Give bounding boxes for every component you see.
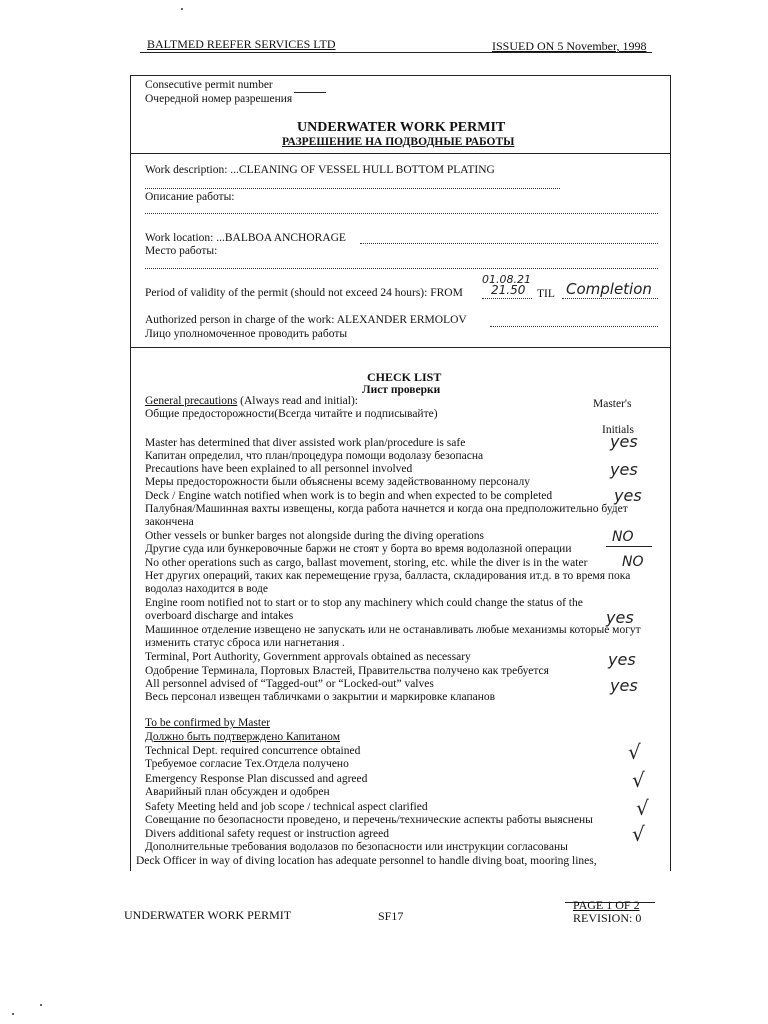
- item-3-ru: Палубная/Машинная вахты извещены, когда работа начнется и когда она предположительно будет: [145, 503, 628, 515]
- work-description-dots-2: [145, 213, 658, 214]
- scan-speck: [40, 1004, 42, 1006]
- checklist-title-ru: Лист проверки: [362, 384, 441, 396]
- item-4-mark: NO: [612, 529, 634, 545]
- work-location-dots: [360, 243, 658, 244]
- til-value: Completion: [566, 280, 652, 298]
- footer-title: UNDERWATER WORK PERMIT: [124, 908, 292, 922]
- revision: REVISION: 0: [573, 911, 642, 925]
- til-dots: [562, 298, 658, 299]
- work-description-ru: Описание работы:: [145, 191, 235, 203]
- page-number: PAGE 1 OF 2: [573, 898, 640, 912]
- consecutive-blank: [294, 92, 326, 93]
- item-4-line: [606, 546, 652, 547]
- permit-title: UNDERWATER WORK PERMIT: [297, 120, 506, 135]
- item-1-en: Master has determined that diver assisted work plan/procedure is safe: [145, 437, 466, 449]
- work-description: Work description: ...CLEANING OF VESSEL HULL BOTTOM PLATING: [145, 164, 495, 176]
- masters-label: Master's: [593, 398, 632, 410]
- footer-code: SF17: [378, 909, 404, 923]
- master-item-2-ru: Аварийный план обсужден и одобрен: [145, 786, 330, 798]
- item-5-mark: NO: [622, 554, 644, 570]
- master-item-3-ru: Совещание по безопасности проведено, и перечень/технические аспекты работы выяснены: [145, 814, 593, 826]
- item-3-en: Deck / Engine watch notified when work is to begin and when expected to be completed: [145, 490, 553, 502]
- master-item-3-en: Safety Meeting held and job scope / technical aspect clarified: [145, 801, 428, 813]
- validity-time: 21.50: [491, 283, 526, 297]
- issued-date: ISSUED ON 5 November, 1998: [492, 39, 647, 53]
- item-6-mark: yes: [606, 608, 634, 627]
- validity-dots: [482, 298, 532, 299]
- master-item-2-check-icon: √: [632, 768, 645, 792]
- section-rule: [130, 347, 670, 348]
- master-item-4-en: Divers additional safety request or instruction agreed: [145, 828, 389, 840]
- item-4-en: Other vessels or bunker barges not alongside during the diving operations: [145, 530, 484, 542]
- master-confirm-title-ru: Должно быть подтверждено Капитаном: [145, 731, 340, 743]
- item-5-ru: Нет других операций, таких как перемещение груза, балласта, складирования ит.д. в то время пока: [145, 570, 631, 582]
- master-item-1-ru: Требуемое согласие Тех.Отдела получено: [145, 758, 349, 770]
- validity-label: Period of validity of the permit (should not exceed 24 hours): FROM: [145, 287, 463, 299]
- master-item-4-ru: Дополнительные требования водолазов по безопасности или инструкции согласованы: [145, 841, 568, 853]
- item-5-ru-cont: водолаз находится в воде: [145, 583, 268, 595]
- authorized-person: Authorized person in charge of the work: ALEXANDER ERMOLOV: [145, 314, 467, 326]
- item-6-ru: Машинное отделение извещено не запускать или не останавливать любые механизмы которые могут: [145, 624, 641, 636]
- item-2-ru: Меры предосторожности были объяснены всему задействованному персоналу: [145, 476, 530, 488]
- til-label: TIL: [537, 288, 555, 300]
- master-confirm-title: To be confirmed by Master: [145, 717, 271, 729]
- scan-speck: [12, 1013, 14, 1015]
- master-item-1-en: Technical Dept. required concurrence obtained: [145, 745, 361, 757]
- work-location-dots-2: [145, 268, 658, 269]
- item-7-mark: yes: [608, 650, 636, 669]
- item-8-mark: yes: [610, 676, 638, 695]
- item-6-en: Engine room notified not to start or to stop any machinery which could change the status of the: [145, 597, 583, 609]
- item-8-en: All personnel advised of “Tagged-out” or “Locked-out” valves: [145, 678, 434, 690]
- consecutive-label-ru: Очередной номер разрешения: [145, 93, 293, 105]
- work-description-dots: [145, 188, 560, 189]
- item-1-mark: yes: [610, 432, 638, 451]
- master-item-3-check-icon: √: [636, 796, 649, 820]
- work-location: Work location: ...BALBOA ANCHORAGE: [145, 232, 346, 244]
- item-6-en-cont: overboard discharge and intakes: [145, 610, 294, 622]
- general-precautions: [145, 395, 358, 407]
- authorized-person-ru: Лицо уполномоченное проводить работы: [145, 328, 348, 340]
- master-item-5-en: Deck Officer in way of diving location has adequate personnel to handle diving boat, mooring lines,: [136, 855, 597, 867]
- consecutive-label: Consecutive permit number: [145, 79, 273, 91]
- item-4-ru: Другие суда или бункеровочные баржи не стоят у борта во время водолазной операции: [145, 543, 572, 555]
- item-2-en: Precautions have been explained to all personnel involved: [145, 463, 413, 475]
- authorized-dots: [490, 326, 658, 327]
- checklist-title: CHECK LIST: [367, 370, 442, 384]
- item-8-ru: Весь персонал извещен табличками о закрытии и маркировке клапанов: [145, 691, 496, 703]
- item-7-ru: Одобрение Терминала, Портовых Властей, Правительства получено как требуется: [145, 665, 549, 677]
- general-precautions-note: (Always read and initial):: [237, 395, 358, 407]
- permit-title-ru: РАЗРЕШЕНИЕ НА ПОДВОДНЫЕ РАБОТЫ: [282, 136, 515, 148]
- validity-date: 01.08.21: [482, 273, 531, 286]
- item-7-en: Terminal, Port Authority, Government approvals obtained as necessary: [145, 651, 471, 663]
- item-6-ru-cont: изменить статус сброса или нагнетания .: [145, 637, 345, 649]
- item-1-ru: Капитан определил, что план/процедура помощи водолазу безопасна: [145, 450, 484, 462]
- initials-label: Initials: [602, 424, 634, 436]
- item-2-mark: yes: [610, 460, 638, 479]
- scan-speck: [181, 8, 183, 10]
- company-name: BALTMED REEFER SERVICES LTD: [147, 37, 336, 51]
- item-3-ru-cont: закончена: [145, 516, 194, 528]
- master-item-2-en: Emergency Response Plan discussed and agreed: [145, 773, 368, 785]
- master-item-1-check-icon: √: [628, 740, 641, 764]
- general-precautions-title: General precautions: [145, 395, 238, 407]
- title-rule: [130, 153, 670, 154]
- header-rule: [140, 52, 652, 53]
- work-location-ru: Место работы:: [145, 245, 218, 257]
- item-5-en: No other operations such as cargo, ballast movement, storing, etc. while the diver is in the water: [145, 557, 588, 569]
- item-3-mark: yes: [614, 486, 642, 505]
- master-item-4-check-icon: √: [632, 822, 645, 846]
- general-precautions-ru: Общие предосторожности(Всегда читайте и подписывайте): [145, 408, 438, 420]
